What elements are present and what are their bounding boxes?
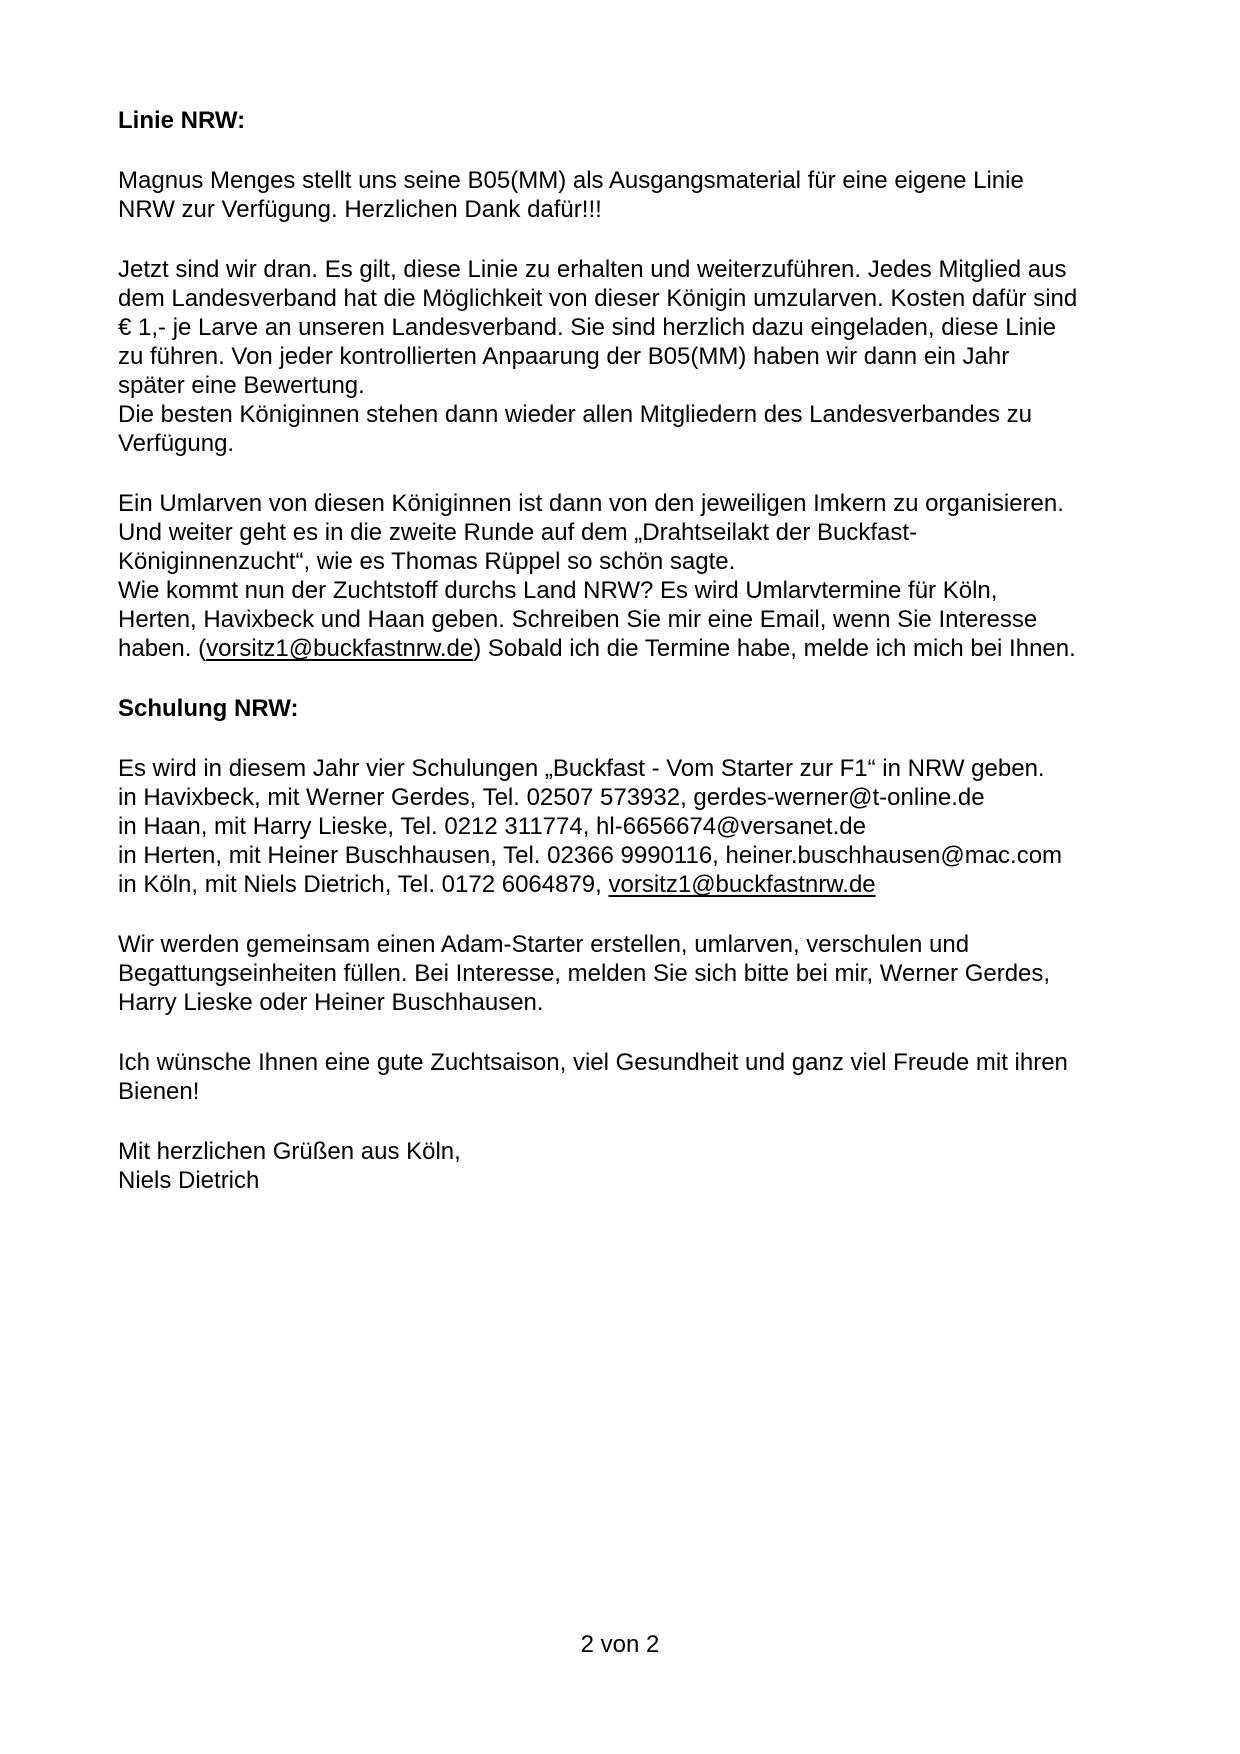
text-line: Jetzt sind wir dran. Es gilt, diese Linie zu erhalten und weiterzuführen. Jedes Mitglied aus	[118, 256, 1067, 283]
paragraph-schulung	[118, 754, 1178, 899]
text-segment: haben. (	[118, 635, 207, 662]
text-line: dem Landesverband hat die Möglichkeit von dieser Königin umzularven. Kosten dafür sind	[118, 285, 1078, 312]
text-line: Magnus Menges stellt uns seine B05(MM) als Ausgangsmaterial für eine eigene Linie	[118, 167, 1024, 194]
text-line: Wir werden gemeinsam einen Adam-Starter erstellen, umlarven, verschulen und	[118, 931, 970, 958]
text-segment: ) Sobald ich die Termine habe, melde ich mich bei Ihnen.	[473, 635, 1076, 662]
text-line: Es wird in diesem Jahr vier Schulungen „Buckfast - Vom Starter zur F1“ in NRW geben.	[118, 755, 1045, 782]
text-line-with-email	[118, 870, 1178, 899]
text-line: Begattungseinheiten füllen. Bei Interesse, melden Sie sich bitte bei mir, Werner Gerdes,	[118, 960, 1051, 987]
heading-schulung-nrw: Schulung NRW:	[118, 695, 299, 722]
text-line: Bienen!	[118, 1078, 200, 1105]
text-line: NRW zur Verfügung. Herzlichen Dank dafür!!!	[118, 196, 602, 223]
text-line: Die besten Königinnen stehen dann wieder allen Mitgliedern des Landesverbandes zu	[118, 401, 1032, 428]
text-line: in Herten, mit Heiner Buschhausen, Tel. 02366 9990116, heiner.buschhausen@mac.com	[118, 842, 1063, 869]
text-line: Herten, Havixbeck und Haan geben. Schreiben Sie mir eine Email, wenn Sie Interesse	[118, 606, 1038, 633]
text-line: € 1,- je Larve an unseren Landesverband. Sie sind herzlich dazu eingeladen, diese Linie	[118, 314, 1056, 341]
signature-name: Niels Dietrich	[118, 1167, 260, 1194]
text-line: in Haan, mit Harry Lieske, Tel. 0212 311774, hl-6656674@versanet.de	[118, 813, 866, 840]
text-line: Wie kommt nun der Zuchtstoff durchs Land NRW? Es wird Umlarvtermine für Köln,	[118, 577, 998, 604]
text-line: Und weiter geht es in die zweite Runde auf dem „Drahtseilakt der Buckfast-	[118, 519, 918, 546]
page-number: 2 von 2	[580, 1631, 660, 1658]
text-line: Verfügung.	[118, 430, 235, 457]
letter-body	[118, 106, 1178, 1195]
paragraph-wishes	[118, 1048, 1178, 1106]
email-link-vorsitz1[interactable]: vorsitz1@buckfastnrw.de	[206, 635, 474, 662]
text-line: in Havixbeck, mit Werner Gerdes, Tel. 02507 573932, gerdes-werner@t-online.de	[118, 784, 985, 811]
email-link-vorsitz1[interactable]: vorsitz1@buckfastnrw.de	[608, 871, 876, 898]
text-line: Harry Lieske oder Heiner Buschhausen.	[118, 989, 544, 1016]
paragraph-intro	[118, 166, 1178, 224]
paragraph-closing	[118, 1137, 1178, 1195]
section-schulung-nrw	[118, 694, 1178, 723]
text-segment: in Köln, mit Niels Dietrich, Tel. 0172 6064879,	[118, 871, 609, 898]
text-line-with-email	[118, 634, 1178, 663]
text-line: zu führen. Von jeder kontrollierten Anpaarung der B05(MM) haben wir dann ein Jahr	[118, 343, 1010, 370]
text-line: Ich wünsche Ihnen eine gute Zuchtsaison, viel Gesundheit und ganz viel Freude mit ihren	[118, 1049, 1068, 1076]
text-line: später eine Bewertung.	[118, 372, 365, 399]
text-line: Königinnenzucht“, wie es Thomas Rüppel so schön sagte.	[118, 548, 736, 575]
heading-linie-nrw: Linie NRW:	[118, 107, 246, 134]
paragraph-adam-starter	[118, 930, 1178, 1017]
text-line: Ein Umlarven von diesen Königinnen ist dann von den jeweiligen Imkern zu organisieren.	[118, 490, 1064, 517]
paragraph-umlarven	[118, 489, 1178, 663]
section-linie-nrw	[118, 106, 1178, 135]
text-line: Mit herzlichen Grüßen aus Köln,	[118, 1138, 461, 1165]
paragraph-linie-details	[118, 255, 1178, 458]
